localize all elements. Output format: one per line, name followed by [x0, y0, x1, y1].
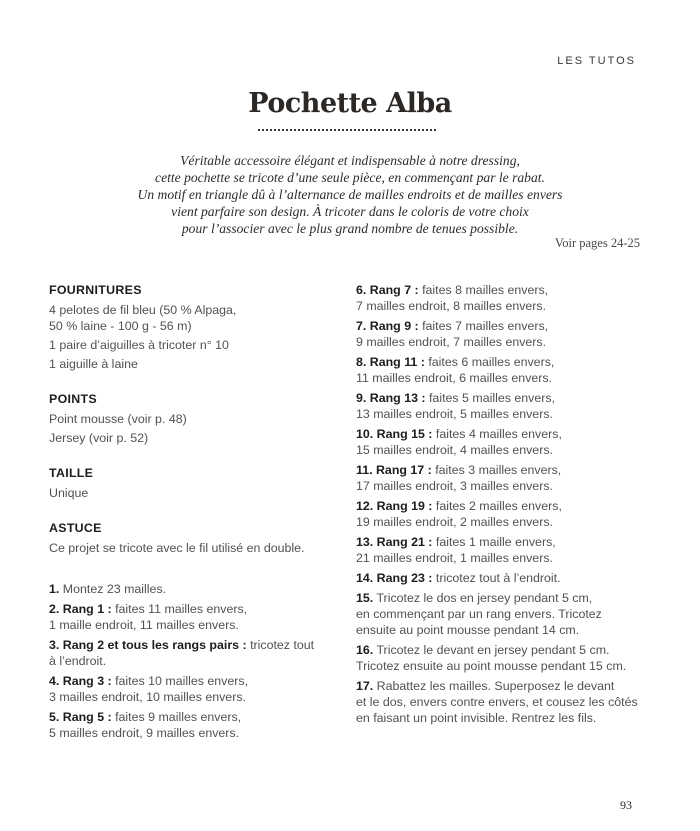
instruction-line	[356, 534, 656, 550]
intro-line: Un motif en triangle dû à l’alternance de mailles endroits et de mailles envers	[137, 187, 563, 202]
instruction-line	[356, 570, 656, 586]
intro-line: cette pochette se tricote d’une seule pièce, en commençant par le rabat.	[155, 170, 545, 185]
taille-heading: TAILLE	[49, 466, 94, 480]
step-text: tricotez tout	[246, 638, 315, 652]
step-text: faites 1 maille envers,	[432, 535, 556, 549]
step-label: 11. Rang 17 :	[356, 463, 432, 477]
instruction-line	[356, 370, 656, 386]
instruction-step	[356, 354, 656, 386]
instruction-line	[49, 601, 334, 617]
instruction-line	[356, 606, 656, 622]
instruction-step	[356, 534, 656, 566]
steps-list-left	[49, 581, 334, 741]
step-text: 5 mailles endroit, 9 mailles envers.	[49, 726, 240, 740]
instruction-line	[356, 658, 656, 674]
step-label: 15.	[356, 591, 374, 605]
instruction-line	[356, 298, 656, 314]
intro-line: vient parfaire son design. À tricoter dans le coloris de votre choix	[171, 204, 529, 219]
step-label: 10. Rang 15 :	[356, 427, 433, 441]
step-text: 17 mailles endroit, 3 mailles envers.	[356, 479, 553, 493]
step-label: 3. Rang 2 et tous les rangs pairs :	[49, 638, 247, 652]
step-text: en faisant un point invisible. Rentrez les fils.	[356, 711, 597, 725]
step-text: faites 10 mailles envers,	[111, 674, 249, 688]
instruction-line	[356, 442, 656, 458]
step-text: faites 3 mailles envers,	[431, 463, 562, 477]
step-text: faites 5 mailles envers,	[425, 391, 556, 405]
instruction-step	[49, 673, 334, 705]
fournitures-line: 4 pelotes de fil bleu (50 % Alpaga,	[49, 303, 237, 317]
step-text: faites 7 mailles envers,	[418, 319, 549, 333]
step-text: et le dos, envers contre envers, et cousez les côtés	[356, 695, 638, 709]
instruction-line	[49, 637, 334, 653]
instruction-step	[356, 642, 656, 674]
step-text: 15 mailles endroit, 4 mailles envers.	[356, 443, 553, 457]
page-number: 93	[620, 798, 632, 812]
step-text: faites 8 mailles envers,	[418, 283, 549, 297]
intro-line: pour l’associer avec le plus grand nombre de tenues possible.	[181, 221, 519, 236]
step-text: en commençant par un rang envers. Tricotez	[356, 607, 602, 621]
step-text: ensuite au point mousse pendant 14 cm.	[356, 623, 580, 637]
instruction-line	[356, 694, 656, 710]
step-text: 21 mailles endroit, 1 mailles envers.	[356, 551, 553, 565]
step-label: 13. Rang 21 :	[356, 535, 433, 549]
fournitures-heading: FOURNITURES	[49, 283, 142, 297]
instruction-line	[49, 653, 334, 669]
step-text: faites 6 mailles envers,	[424, 355, 555, 369]
instruction-line	[356, 406, 656, 422]
points-heading: POINTS	[49, 392, 97, 406]
instruction-step	[356, 282, 656, 314]
step-text: Tricotez le devant en jersey pendant 5 cm.	[373, 643, 610, 657]
see-pages-reference: Voir pages 24-25	[554, 236, 640, 250]
instruction-line	[356, 462, 656, 478]
instruction-line	[356, 426, 656, 442]
instruction-line	[49, 581, 334, 597]
steps-list-right	[356, 282, 656, 726]
points-item: Jersey (voir p. 52)	[49, 431, 149, 445]
step-text: 3 mailles endroit, 10 mailles envers.	[49, 690, 246, 704]
instruction-line	[356, 642, 656, 658]
step-label: 4. Rang 3 :	[49, 674, 112, 688]
step-text: 9 mailles endroit, 7 mailles envers.	[356, 335, 547, 349]
step-text: 7 mailles endroit, 8 mailles envers.	[356, 299, 547, 313]
step-text: 1 maille endroit, 11 mailles envers.	[49, 618, 239, 632]
step-label: 12. Rang 19 :	[356, 499, 433, 513]
step-text: Montez 23 mailles.	[59, 582, 167, 596]
step-label: 9. Rang 13 :	[356, 391, 426, 405]
step-text: 13 mailles endroit, 5 mailles envers.	[356, 407, 553, 421]
step-text: 11 mailles endroit, 6 mailles envers.	[356, 371, 553, 385]
instruction-line	[356, 282, 656, 298]
left-column	[49, 282, 334, 745]
instruction-line	[49, 725, 334, 741]
instruction-step	[49, 581, 334, 597]
instruction-line	[356, 550, 656, 566]
step-text: faites 4 mailles envers,	[432, 427, 562, 441]
step-text: Tricotez le dos en jersey pendant 5 cm,	[373, 591, 593, 605]
instruction-line	[356, 710, 656, 726]
instruction-step	[356, 462, 656, 494]
instruction-step	[356, 318, 656, 350]
step-text: à l’endroit.	[49, 654, 107, 668]
step-label: 14. Rang 23 :	[356, 571, 433, 585]
instruction-step	[356, 590, 656, 638]
step-label: 2. Rang 1 :	[49, 602, 112, 616]
instruction-step	[356, 498, 656, 530]
instruction-line	[356, 334, 656, 350]
instruction-step	[356, 390, 656, 422]
step-label: 17.	[356, 679, 374, 693]
instruction-step	[356, 570, 656, 586]
step-label: 8. Rang 11 :	[356, 355, 425, 369]
step-label: 1.	[49, 582, 60, 596]
fournitures-item: 1 aiguille à laine	[49, 357, 138, 371]
step-text: 19 mailles endroit, 2 mailles envers.	[356, 515, 553, 529]
right-column	[356, 282, 656, 730]
step-text: Tricotez ensuite au point mousse pendant 15 cm.	[356, 659, 627, 673]
intro-line: Véritable accessoire élégant et indispensable à notre dressing,	[180, 153, 520, 168]
step-text: faites 11 mailles envers,	[111, 602, 248, 616]
instruction-line	[356, 318, 656, 334]
astuce-heading: ASTUCE	[49, 521, 102, 535]
instruction-step	[356, 426, 656, 458]
fournitures-item	[49, 302, 334, 334]
instruction-step	[49, 601, 334, 633]
instruction-line	[49, 673, 334, 689]
step-label: 16.	[356, 643, 374, 657]
taille-item: Unique	[49, 486, 89, 500]
instruction-line	[356, 478, 656, 494]
instruction-line	[356, 390, 656, 406]
instruction-line	[356, 590, 656, 606]
astuce-item: Ce projet se tricote avec le fil utilisé en double.	[49, 541, 305, 555]
instruction-line	[49, 689, 334, 705]
instruction-line	[356, 678, 656, 694]
instruction-line	[356, 514, 656, 530]
title-divider	[258, 129, 436, 131]
step-label: 7. Rang 9 :	[356, 319, 419, 333]
step-text: tricotez tout à l’endroit.	[432, 571, 561, 585]
instruction-step	[49, 637, 334, 669]
step-label: 5. Rang 5 :	[49, 710, 112, 724]
intro-paragraph	[100, 152, 600, 237]
step-label: 6. Rang 7 :	[356, 283, 419, 297]
instruction-line	[356, 354, 656, 370]
instruction-line	[49, 617, 334, 633]
step-text: Rabattez les mailles. Superposez le devant	[373, 679, 615, 693]
section-tag: LES TUTOS	[557, 55, 636, 67]
instruction-line	[356, 622, 656, 638]
page-title: Pochette Alba	[248, 88, 452, 119]
fournitures-item: 1 paire d’aiguilles à tricoter n° 10	[49, 338, 229, 352]
step-text: faites 2 mailles envers,	[432, 499, 562, 513]
fournitures-line: 50 % laine - 100 g - 56 m)	[49, 319, 192, 333]
instruction-line	[356, 498, 656, 514]
step-text: faites 9 mailles envers,	[111, 710, 242, 724]
instruction-step	[49, 709, 334, 741]
instruction-line	[49, 709, 334, 725]
points-item: Point mousse (voir p. 48)	[49, 412, 187, 426]
instruction-step	[356, 678, 656, 726]
